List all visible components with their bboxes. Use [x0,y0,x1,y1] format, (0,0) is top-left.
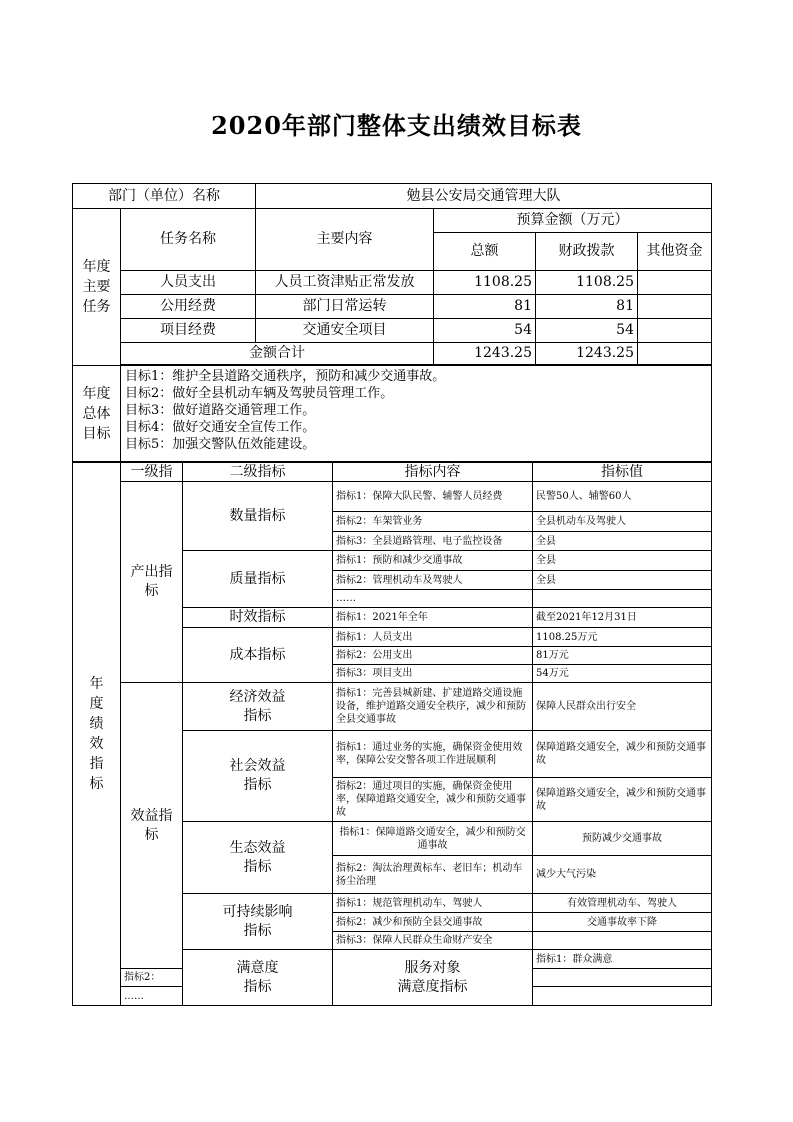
content-header: 指标内容 [333,463,533,482]
indicator-value: 全县 [533,532,712,551]
l2-quality: 质量指标 [183,551,333,608]
l1-output: 产出指 标 [121,482,183,683]
goal-item: 目标2：做好全县机动车辆及驾驶员管理工作。 [125,386,394,401]
indicator-content: 指标1：2021年全年 [333,608,533,628]
task-total: 81 [434,295,536,319]
indicator-value: 民警50人、辅警60人 [533,482,712,512]
sum-total: 1243.25 [434,343,536,365]
dept-row [73,184,712,209]
indicator-value [533,590,712,608]
budget-table [72,183,712,462]
task-finance: 1108.25 [536,271,638,295]
indicator-value: 保障人民群众出行安全 [533,683,712,731]
indicator-content: 指标2：车架管业务 [333,512,533,532]
task-content: 交通安全项目 [256,319,434,343]
indicator-content: 指标1：预防和减少交通事故 [333,551,533,571]
indicator-content: 指标1：通过业务的实施，确保资金使用效率，保障公安交警各项工作进展顺利 [333,731,533,778]
goal-item: 目标1：维护全县道路交通秩序，预防和减少交通事故。 [125,369,446,384]
goals-cell [121,366,712,462]
indicator-value: 全县 [533,551,712,571]
indicator-content: …… [121,987,183,1006]
indicator-content: 指标2：淘汰治理黄标车、老旧车；机动车扬尘治理 [333,856,533,894]
task-row [73,295,712,319]
task-finance: 81 [536,295,638,319]
main-content-header: 主要内容 [256,209,434,271]
indicator-content: 指标1：规范管理机动车、驾驶人 [333,894,533,913]
indicator-value: 54万元 [533,665,712,683]
perf-label: 年 度 绩 效 指 标 [73,463,121,1006]
l2-service: 服务对象 满意度指标 [333,950,533,1006]
performance-table [72,462,712,1006]
indicator-value: 有效管理机动车、驾驶人 [533,894,712,913]
task-content: 人员工资津贴正常发放 [256,271,434,295]
indicator-value [533,969,712,987]
sum-row [73,343,712,365]
goal-item: 目标3：做好道路交通管理工作。 [125,403,316,418]
indicator-content: 指标1：保障道路交通安全，减少和预防交通事故 [333,822,533,856]
indicator-value: 截至2021年12月31日 [533,608,712,628]
indicator-content: 指标3：项目支出 [333,665,533,683]
overall-goals-label: 年度 总体 目标 [73,366,121,462]
indicator-content: 指标1：人员支出 [333,628,533,647]
l2-cost: 成本指标 [183,628,333,683]
task-total: 54 [434,319,536,343]
indicator-value: 全县 [533,571,712,590]
indicator-value: 全县机动车及驾驶人 [533,512,712,532]
indicator-content: 指标3：保障人民群众生命财产安全 [333,932,533,950]
goal-item: 目标5：加强交警队伍效能建设。 [125,437,316,452]
sum-other [638,343,712,365]
page-title: 2020年部门整体支出绩效目标表 [211,111,582,140]
indicator-content: 指标3：全县道路管理、电子监控设备 [333,532,533,551]
indicator-row [73,683,712,731]
indicator-content: 指标2：减少和预防全县交通事故 [333,913,533,932]
task-total: 1108.25 [434,271,536,295]
indicator-value: 保障道路交通安全，减少和预防交通事故 [533,731,712,778]
task-row [73,319,712,343]
indicator-content: 指标1：保障大队民警、辅警人员经费 [333,482,533,512]
indicator-value: 交通事故率下降 [533,913,712,932]
value-header: 指标值 [533,463,712,482]
indicator-content: 指标2：通过项目的实施，确保资金使用率，保障道路交通安全，减少和预防交通事故 [333,778,533,822]
other-header: 其他资金 [638,233,712,271]
finance-header: 财政拨款 [536,233,638,271]
task-other [638,319,712,343]
l2-ecological: 生态效益 指标 [183,822,333,894]
indicator-row [73,482,712,512]
l2-social: 社会效益 指标 [183,731,333,822]
indicator-value: 81万元 [533,647,712,665]
task-other [638,295,712,319]
indicator-content: 指标2： [121,969,183,987]
indicator-content: 指标2：管理机动车及驾驶人 [333,571,533,590]
indicator-content: 指标1：群众满意 [533,950,712,969]
task-name: 项目经费 [121,319,256,343]
indicator-value: 1108.25万元 [533,628,712,647]
task-other [638,271,712,295]
sum-label: 金额合计 [121,343,434,365]
indicator-content: 指标1：完善县城新建、扩建道路交通设施设备，维护道路交通安全秩序，减少和预防全县交通事故 [333,683,533,731]
l2-header: 二级指标 [183,463,333,482]
l2-sustainable: 可持续影响 指标 [183,894,333,950]
indicator-value: 减少大气污染 [533,856,712,894]
l1-benefit: 效益指 标 [121,683,183,969]
indicator-value: 预防减少交通事故 [533,822,712,856]
task-content: 部门日常运转 [256,295,434,319]
goals-row [73,366,712,462]
perf-header-row [73,463,712,482]
total-header: 总额 [434,233,536,271]
goal-item: 目标4：做好交通安全宣传工作。 [125,420,316,435]
indicator-value [533,987,712,1006]
l2-economic: 经济效益 指标 [183,683,333,731]
indicator-content: …… [333,590,533,608]
sum-finance: 1243.25 [536,343,638,365]
indicator-value [533,932,712,950]
task-name: 公用经费 [121,295,256,319]
indicator-value: 保障道路交通安全，减少和预防交通事故 [533,778,712,822]
l2-quantity: 数量指标 [183,482,333,551]
task-row [73,271,712,295]
dept-label: 部门（单位）名称 [73,184,256,209]
annual-tasks-label: 年度 主要 任务 [73,209,121,366]
budget-header: 预算金额（万元） [434,209,712,233]
task-name: 人员支出 [121,271,256,295]
l2-time: 时效指标 [183,608,333,628]
task-name-header: 任务名称 [121,209,256,271]
dept-value: 勉县公安局交通管理大队 [256,184,712,209]
l1-satisfaction: 满意度 指标 [183,950,333,1006]
l1-header: 一级指 [121,463,183,482]
task-finance: 54 [536,319,638,343]
indicator-content: 指标2：公用支出 [333,647,533,665]
